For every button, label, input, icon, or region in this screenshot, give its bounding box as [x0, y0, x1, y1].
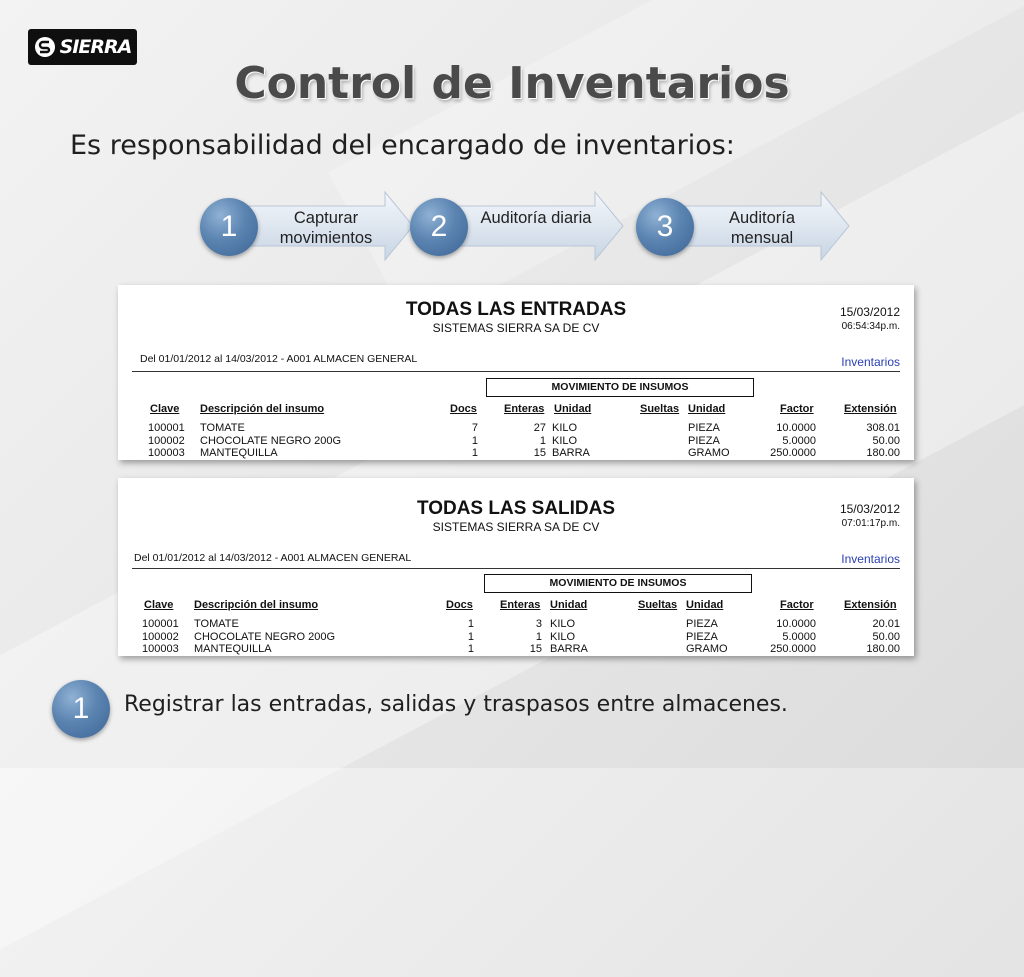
table-cell: 1	[471, 447, 478, 459]
column-header: Docs	[446, 599, 473, 611]
report-time: 06:54:34p.m.	[841, 321, 900, 332]
table-cell: 3	[535, 618, 542, 630]
table-cell: 180.00	[866, 643, 900, 655]
movement-header: MOVIMIENTO DE INSUMOS	[484, 574, 752, 593]
column-docs	[448, 422, 478, 460]
table-cell: 250.0000	[770, 643, 816, 655]
table-cell: 5.0000	[782, 434, 816, 447]
table-cell: 15	[529, 643, 542, 655]
movement-header: MOVIMIENTO DE INSUMOS	[486, 378, 754, 397]
column-unidad	[552, 422, 590, 460]
step-1	[200, 190, 415, 262]
step-number-badge: 3	[636, 198, 694, 256]
table-cell: KILO	[550, 618, 576, 630]
inventarios-link[interactable]: Inventarios	[841, 355, 900, 369]
column-header: Sueltas	[640, 403, 680, 415]
column-header: Clave	[150, 403, 180, 415]
table-cell: 1	[467, 618, 474, 630]
column-header: Factor	[780, 599, 814, 611]
table-cell: TOMATE	[194, 618, 239, 630]
report-title: TODAS LAS ENTRADAS	[405, 299, 627, 320]
column-enteras	[508, 422, 546, 460]
table-cell: 100003	[142, 643, 179, 655]
table-cell: 250.0000	[770, 447, 816, 459]
table-cell: 7	[471, 422, 478, 434]
table-cell: 15	[533, 447, 546, 459]
table-cell: PIEZA	[686, 630, 718, 643]
table-cell: 1	[467, 643, 474, 655]
column-unidad	[550, 618, 588, 656]
table-cell: PIEZA	[686, 618, 718, 630]
step-2	[410, 190, 625, 262]
inventarios-link[interactable]: Inventarios	[841, 552, 900, 566]
column-header: Sueltas	[638, 599, 678, 611]
table-cell: 180.00	[866, 447, 900, 459]
column-header: Descripción del insumo	[200, 403, 325, 415]
table-cell: KILO	[550, 630, 576, 643]
column-header: Unidad	[550, 599, 588, 611]
report-entradas	[118, 285, 914, 460]
table-cell: BARRA	[552, 447, 590, 459]
sierra-logo-text: SIERRA	[59, 36, 132, 58]
report-company: SISTEMAS SIERRA SA DE CV	[432, 321, 600, 335]
table-cell: 1	[467, 630, 474, 643]
table-cell: GRAMO	[686, 643, 728, 655]
column-header: Unidad	[554, 403, 592, 415]
column-header: Enteras	[500, 599, 541, 611]
table-cell: CHOCOLATE NEGRO 200G	[200, 434, 341, 447]
column-clave	[148, 422, 185, 460]
table-cell: GRAMO	[688, 447, 730, 459]
table-cell: 5.0000	[782, 630, 816, 643]
table-cell: 100001	[142, 618, 179, 630]
report-salidas	[118, 478, 914, 656]
report-date: 15/03/2012	[839, 305, 900, 319]
column-docs	[444, 618, 474, 656]
column-descripcion	[194, 618, 335, 656]
column-header: Extensión	[844, 599, 897, 611]
table-cell: MANTEQUILLA	[200, 447, 278, 459]
table-cell: 100002	[142, 630, 179, 643]
column-header: Enteras	[504, 403, 545, 415]
table-cell: BARRA	[550, 643, 588, 655]
table-cell: 1	[535, 630, 542, 643]
table-cell: 100002	[148, 434, 185, 447]
table-cell: 100001	[148, 422, 185, 434]
divider	[132, 371, 900, 372]
step-label: Auditoría mensual	[728, 209, 796, 247]
step-label: Capturar movimientos	[279, 209, 373, 247]
report-company: SISTEMAS SIERRA SA DE CV	[432, 520, 600, 534]
column-extension	[838, 422, 900, 460]
report-title: TODAS LAS SALIDAS	[416, 498, 616, 519]
footer-text: Registrar las entradas, salidas y traspasos entre almacenes.	[124, 692, 788, 717]
table-cell: 1	[539, 434, 546, 447]
table-cell: 50.00	[872, 630, 900, 643]
step-3	[636, 190, 851, 262]
step-label: Auditoría diaria	[480, 209, 592, 227]
column-header: Docs	[450, 403, 477, 415]
report-range: Del 01/01/2012 al 14/03/2012 - A001 ALMACEN GENERAL	[134, 552, 412, 564]
column-header: Factor	[780, 403, 814, 415]
table-cell: 10.0000	[776, 618, 816, 630]
column-extension	[838, 618, 900, 656]
column-descripcion	[200, 422, 341, 460]
table-cell: CHOCOLATE NEGRO 200G	[194, 630, 335, 643]
page-subtitle: Es responsabilidad del encargado de inventarios:	[70, 130, 735, 161]
table-cell: 10.0000	[776, 422, 816, 434]
table-cell: 20.01	[872, 618, 900, 630]
column-header: Descripción del insumo	[194, 599, 319, 611]
divider	[132, 568, 900, 569]
step-number-badge: 2	[410, 198, 468, 256]
table-cell: PIEZA	[688, 434, 720, 447]
column-header: Clave	[144, 599, 174, 611]
table-cell: KILO	[552, 434, 578, 447]
table-cell: TOMATE	[200, 422, 245, 434]
table-cell: 27	[533, 422, 546, 434]
table-cell: 1	[471, 434, 478, 447]
report-time: 07:01:17p.m.	[841, 518, 900, 529]
report-date: 15/03/2012	[839, 502, 900, 516]
table-cell: 50.00	[872, 434, 900, 447]
table-cell: 100003	[148, 447, 185, 459]
column-enteras	[504, 618, 542, 656]
column-unidad2	[686, 618, 728, 656]
table-cell: KILO	[552, 422, 578, 434]
column-header: Unidad	[688, 403, 726, 415]
sierra-logo-icon	[34, 36, 56, 58]
column-header: Extensión	[844, 403, 897, 415]
footer-number-badge: 1	[52, 680, 110, 738]
column-clave	[142, 618, 179, 656]
table-cell: MANTEQUILLA	[194, 643, 272, 655]
report-range: Del 01/01/2012 al 14/03/2012 - A001 ALMACEN GENERAL	[140, 353, 418, 365]
table-cell: 308.01	[866, 422, 900, 434]
table-cell: PIEZA	[688, 422, 720, 434]
column-factor	[754, 618, 816, 656]
column-factor	[754, 422, 816, 460]
step-number-badge: 1	[200, 198, 258, 256]
page-title: Control de Inventarios	[234, 58, 790, 109]
column-header: Unidad	[686, 599, 724, 611]
column-unidad2	[688, 422, 730, 460]
